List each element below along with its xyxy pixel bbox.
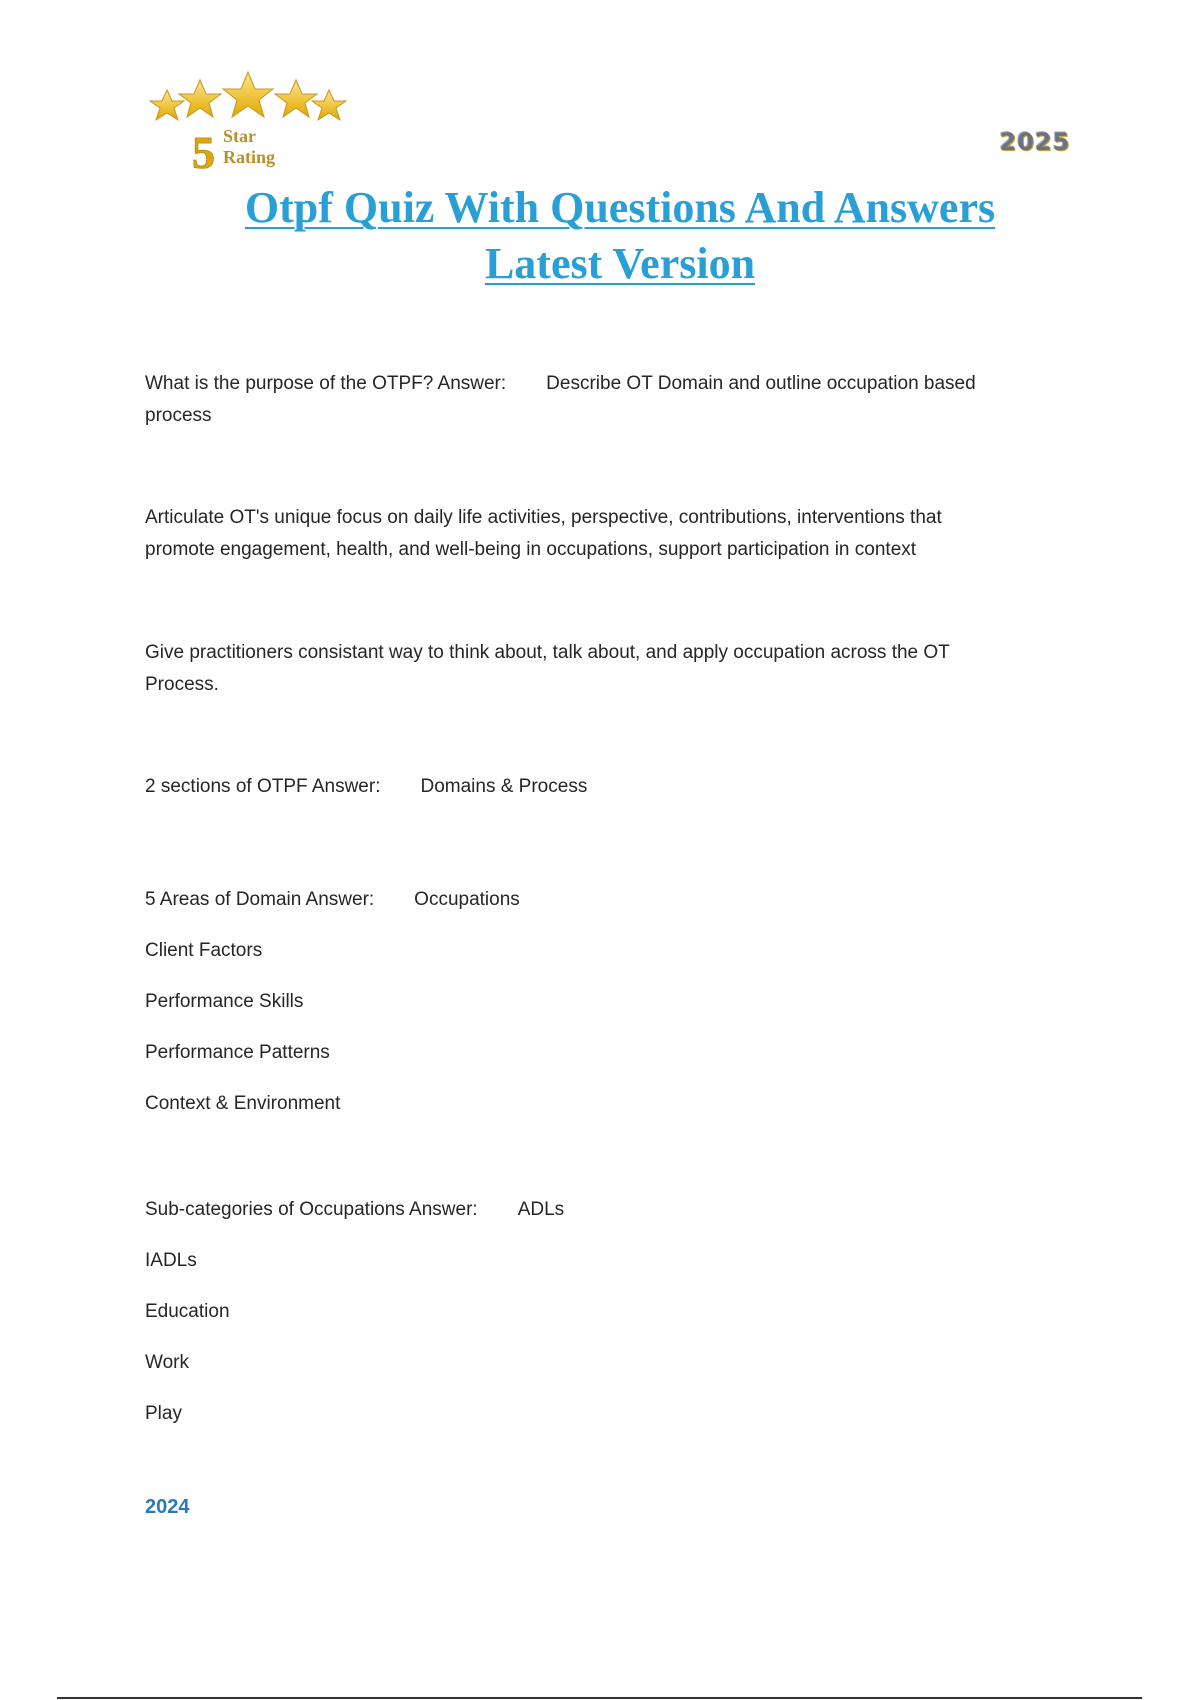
title-line-2: Latest Version: [484, 239, 756, 288]
list-item: Performance Patterns: [145, 1042, 330, 1063]
qa-line: [145, 1184, 1045, 1235]
list-item: Context & Environment: [145, 1093, 341, 1114]
answer: Occupations: [414, 889, 520, 910]
stars-icon: [145, 70, 355, 175]
list-item: Play: [145, 1403, 182, 1424]
question: Sub-categories of Occupations Answer:: [145, 1199, 478, 1220]
answer: ADLs: [517, 1199, 565, 1220]
footer-year: 2024: [145, 1496, 190, 1518]
list-item: IADLs: [145, 1250, 197, 1271]
five-star-rating-logo: [145, 70, 355, 175]
logo-line1: Star: [223, 126, 256, 146]
footer-rule: [57, 1697, 1142, 1699]
logo-line2: Rating: [223, 147, 276, 167]
list-item: Client Factors: [145, 940, 263, 961]
star-icon: [179, 80, 221, 117]
qa-line: [145, 368, 1045, 400]
list-item: Work: [145, 1352, 189, 1373]
paragraph-line: Process.: [145, 674, 219, 695]
answer-continuation: process: [145, 405, 212, 426]
logo-number: 5: [192, 127, 215, 175]
paragraph-practitioners: [145, 637, 1045, 701]
question: 2 sections of OTPF Answer:: [145, 776, 381, 797]
document-title: [160, 180, 1080, 292]
star-icon: [275, 80, 317, 117]
paragraph-line: Articulate OT's unique focus on daily life activities, perspective, contributions, interventions that: [145, 507, 942, 528]
qa-line: [145, 874, 1045, 925]
answer: Describe OT Domain and outline occupation based: [546, 373, 976, 394]
list-item: Performance Skills: [145, 991, 304, 1012]
paragraph-line: promote engagement, health, and well-being in occupations, support participation in context: [145, 539, 917, 560]
paragraph-articulate: [145, 502, 1045, 566]
answer: Domains & Process: [420, 776, 588, 797]
star-icon: [223, 72, 273, 117]
paragraph-line: Give practitioners consistant way to think about, talk about, and apply occupation across the OT: [145, 642, 950, 663]
qa-sub-categories: [145, 1184, 1045, 1439]
question: What is the purpose of the OTPF? Answer:: [145, 373, 507, 394]
title-line-1: Otpf Quiz With Questions And Answers: [244, 183, 996, 232]
qa-sections: [145, 771, 1045, 803]
qa-line: [145, 771, 1045, 803]
qa-areas-of-domain: [145, 874, 1045, 1129]
year-badge: 2025: [999, 128, 1071, 156]
list-item: Education: [145, 1301, 230, 1322]
qa-purpose: [145, 368, 1045, 432]
question: 5 Areas of Domain Answer:: [145, 889, 375, 910]
